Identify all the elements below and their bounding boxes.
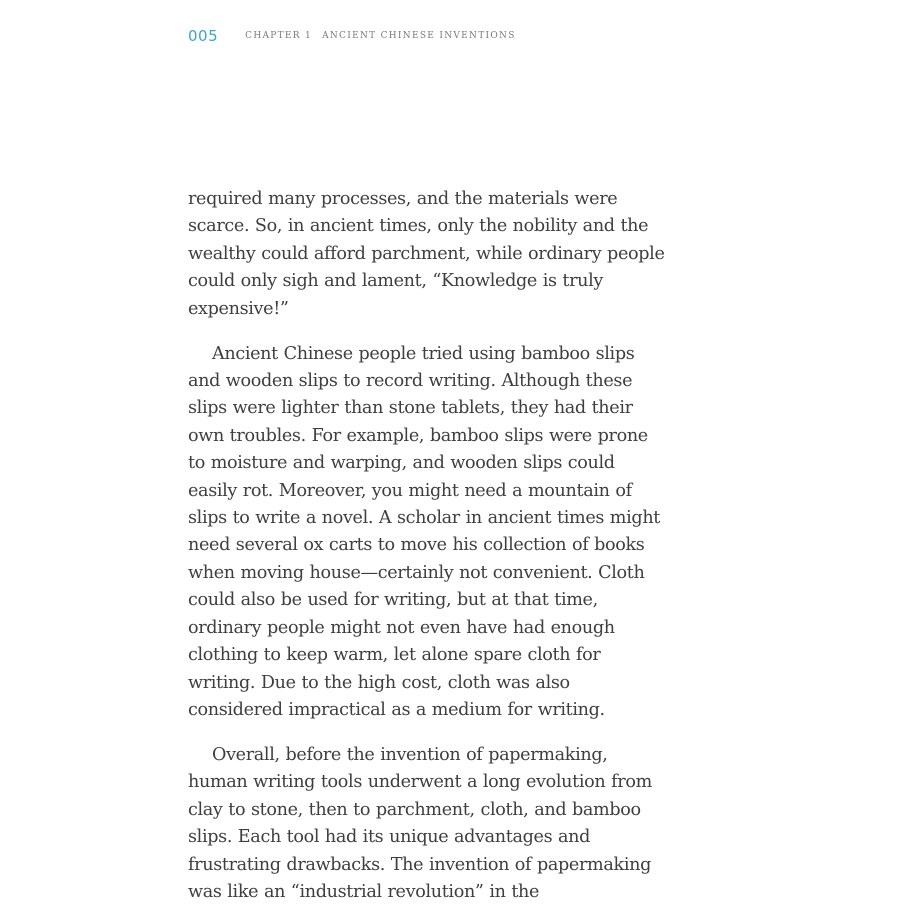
chapter-label: CHAPTER 1 (245, 31, 313, 41)
chapter-title: ANCIENT CHINESE INVENTIONS (322, 31, 516, 41)
paragraph-overall: Overall, before the invention of papermaking, human writing tools underwent a long evolution from clay to stone, then to parchment, cloth, and bamboo slips. Each tool had its unique advantages and frustrating drawbacks. The invention of papermaking was like an “industrial revolution” in the (188, 744, 652, 902)
paragraph-bamboo-slips: Ancient Chinese people tried using bamboo slips and wooden slips to record writing. Although these slips were lighter than stone tablets, they had their own troubles. For example, bamboo slips were prone to moisture and warping, and wooden slips could easily rot. Moreover, you might need a mountain of slips to write a novel. A scholar in ancient times might need several ox carts to move his collection of books when moving house—certainly not convenient. Cloth could also be used for writing, but at that time, ordinary people might not even have had enough clothing to keep warm, let alone spare cloth for writing. Due to the high cost, cloth was also considered impractical as a medium for writing. (188, 343, 661, 720)
page-number: 005 (188, 27, 219, 45)
running-header (188, 24, 516, 48)
body-text (188, 186, 668, 924)
paragraph-continued: required many processes, and the materials were scarce. So, in ancient times, only the nobility and the wealthy could afford parchment, while ordinary people could only sigh and lament, “Knowledge is truly expensive!” (188, 189, 665, 319)
